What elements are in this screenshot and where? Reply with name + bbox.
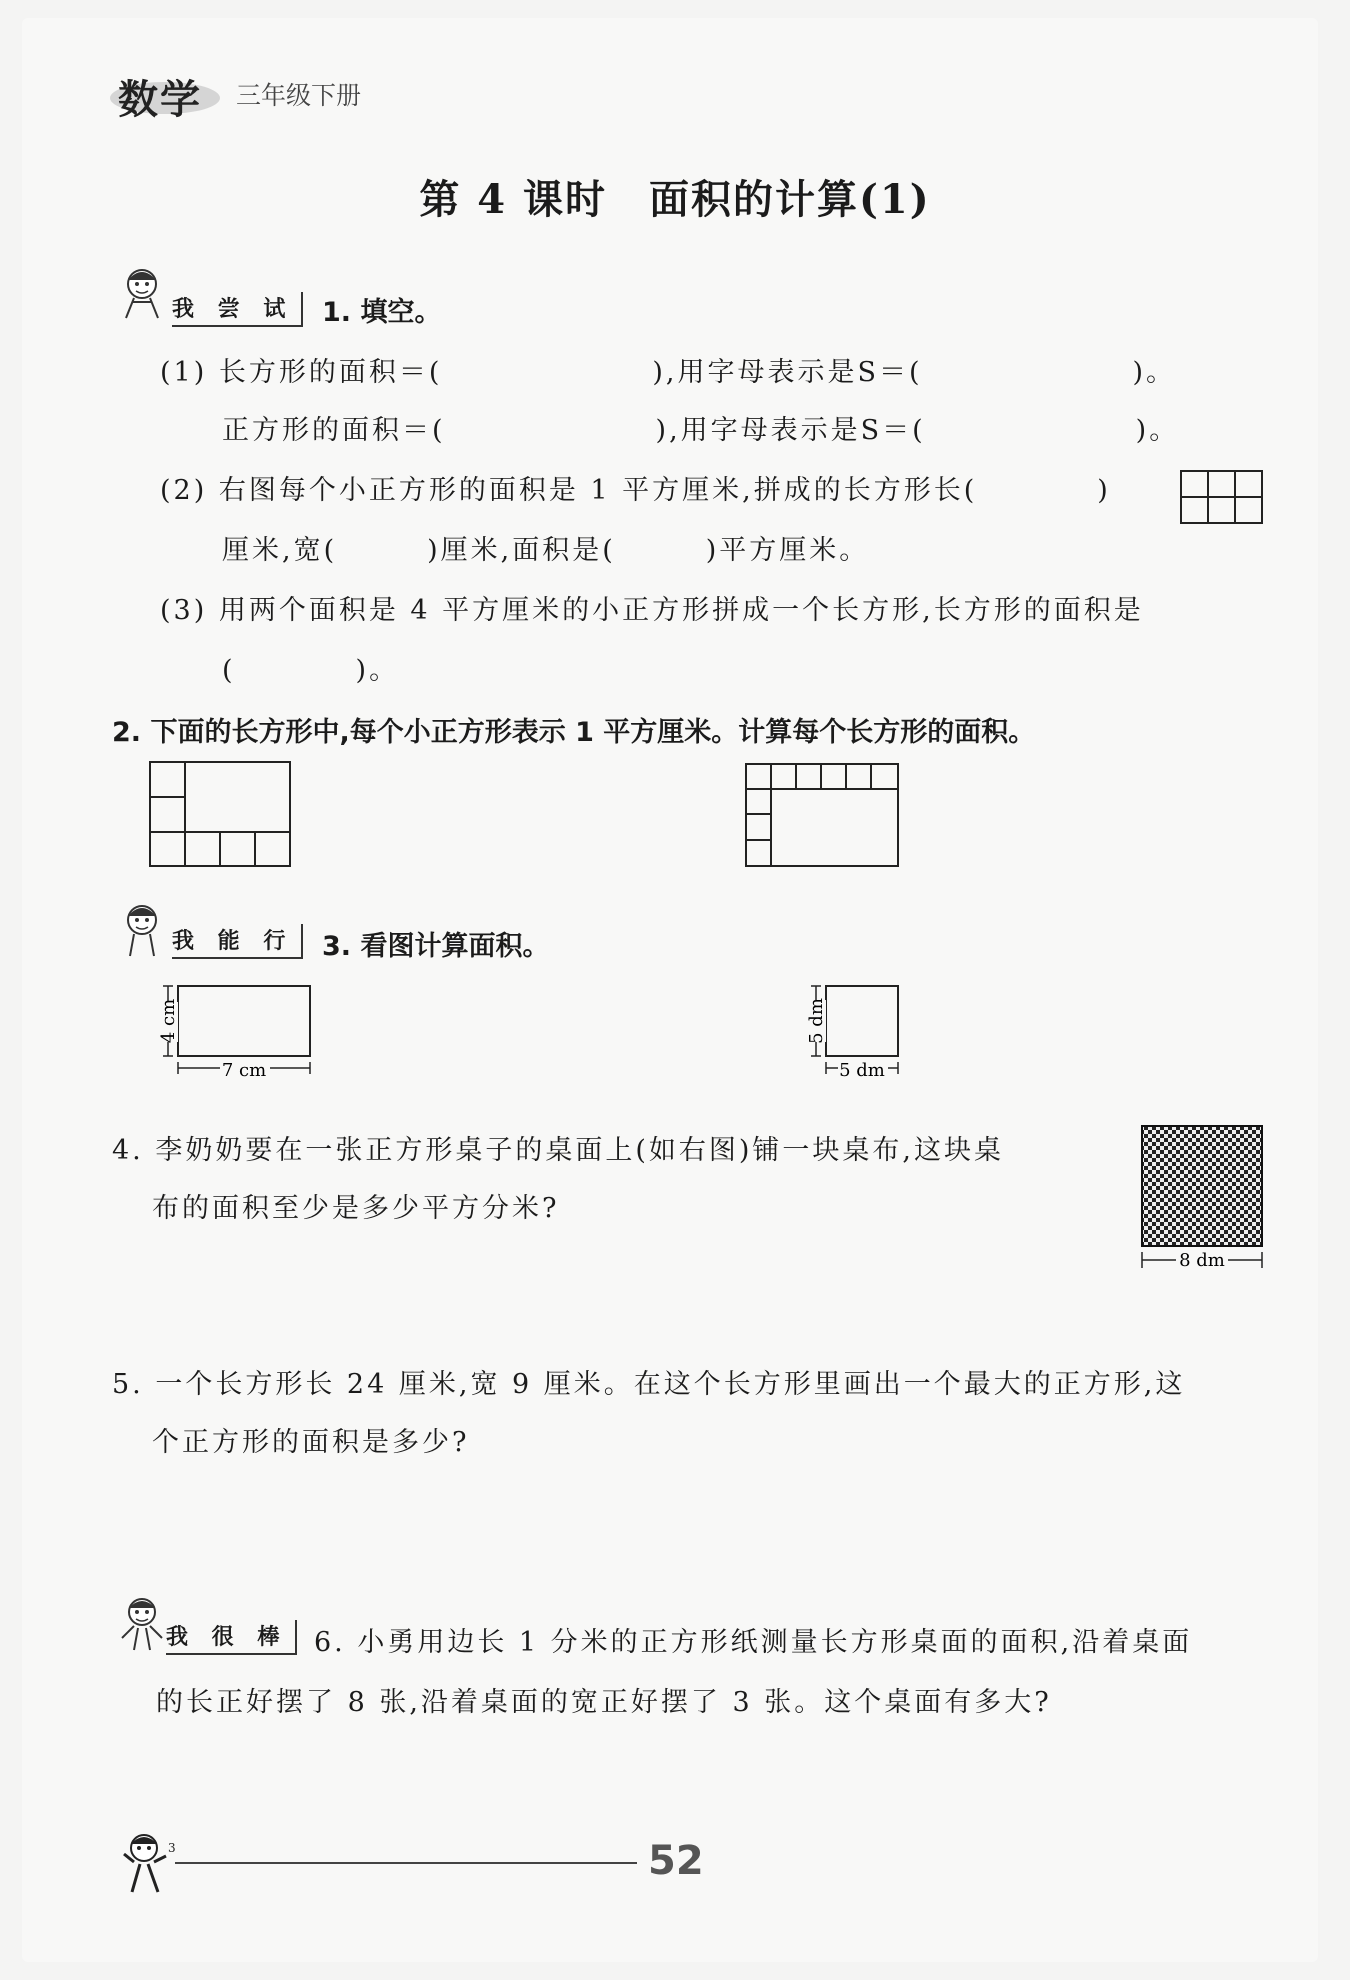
q1-grid-figure xyxy=(1180,470,1264,526)
mascot-girl-icon xyxy=(112,1592,168,1654)
footer-divider xyxy=(175,1862,637,1864)
q1-title: 1. 填空。 xyxy=(322,297,442,328)
mascot-dancing-icon xyxy=(112,1830,178,1900)
q4-tablecloth-figure xyxy=(1136,1122,1268,1270)
q4-line1: 4. 李奶奶要在一张正方形桌子的桌面上(如右图)铺一块桌布,这块桌 xyxy=(112,1135,1004,1166)
q1-part1-line1: (1) 长方形的面积＝( ),用字母表示是S＝( )。 xyxy=(160,357,1177,388)
q1-part3-line2: ( )。 xyxy=(222,655,400,686)
q3-fig1-width-label: 7 cm xyxy=(221,1060,267,1080)
q3-rectangle-figure xyxy=(150,980,320,1080)
q6-line1: 6. 小勇用边长 1 分米的正方形纸测量长方形桌面的面积,沿着桌面 xyxy=(314,1627,1193,1658)
mascot-girl-icon xyxy=(112,262,168,324)
header-grade: 三年级下册 xyxy=(236,81,362,110)
header-subject: 数学 xyxy=(118,77,202,123)
section-tag-can: 我 能 行 xyxy=(172,924,303,959)
q3-square-figure xyxy=(800,980,910,1080)
page-title: 第 4 课时 面积的计算(1) xyxy=(419,176,931,223)
q5-line2: 个正方形的面积是多少? xyxy=(152,1427,470,1458)
q3-fig1-height-label: 4 cm xyxy=(158,998,179,1044)
q1-part2-line2: 厘米,宽( )厘米,面积是( )平方厘米。 xyxy=(222,535,870,566)
q1-part1-line2: 正方形的面积＝( ),用字母表示是S＝( )。 xyxy=(222,415,1180,446)
q2-rectangle-a xyxy=(148,760,294,870)
q1-part3-line1: (3) 用两个面积是 4 平方厘米的小正方形拼成一个长方形,长方形的面积是 xyxy=(160,595,1144,626)
q6-line2: 的长正好摆了 8 张,沿着桌面的宽正好摆了 3 张。这个桌面有多大? xyxy=(156,1687,1052,1718)
q5-line1: 5. 一个长方形长 24 厘米,宽 9 厘米。在这个长方形里画出一个最大的正方形,这 xyxy=(112,1369,1186,1400)
mascot-girl-icon xyxy=(112,898,168,960)
q2-title: 2. 下面的长方形中,每个小正方形表示 1 平方厘米。计算每个长方形的面积。 xyxy=(112,717,1036,748)
q3-fig2-width-label: 5 dm xyxy=(839,1060,885,1080)
q2-rectangle-b xyxy=(744,762,902,870)
q4-line2: 布的面积至少是多少平方分米? xyxy=(152,1193,560,1224)
q1-part2-line1: (2) 右图每个小正方形的面积是 1 平方厘米,拼成的长方形长( ) xyxy=(160,475,1111,506)
svg-text:3: 3 xyxy=(168,1841,176,1855)
section-tag-great: 我 很 棒 xyxy=(166,1620,297,1655)
page-number: 52 xyxy=(648,1838,704,1884)
section-tag-try: 我 尝 试 xyxy=(172,292,303,327)
q3-fig2-height-label: 5 dm xyxy=(806,998,827,1044)
q4-side-label: 8 dm xyxy=(1179,1250,1225,1270)
q3-title: 3. 看图计算面积。 xyxy=(322,931,550,962)
